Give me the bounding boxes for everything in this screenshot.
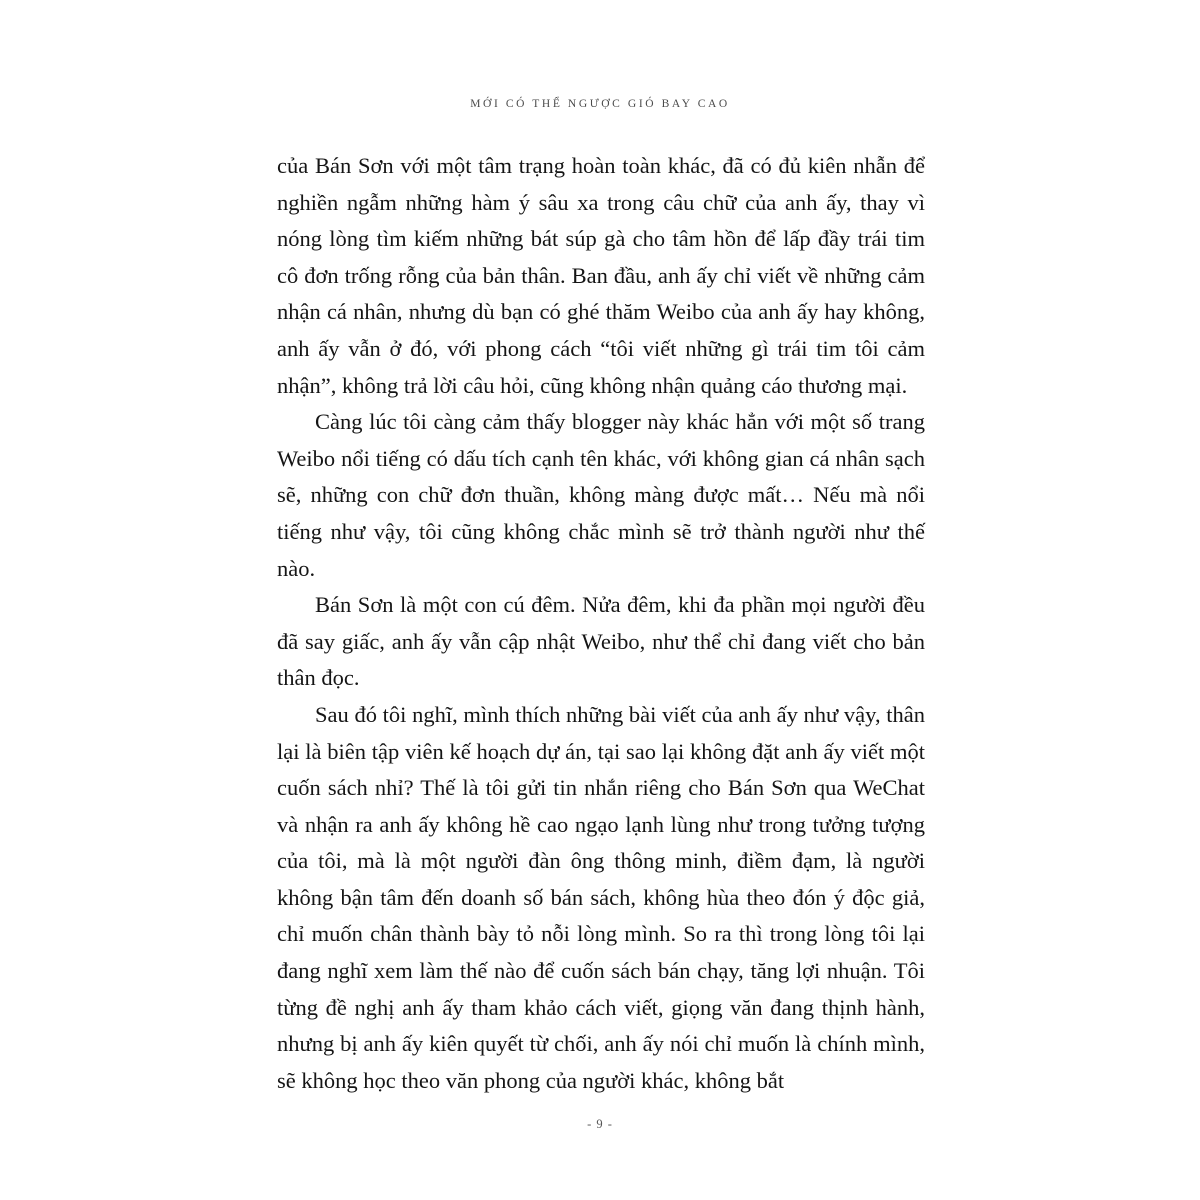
body-text-column [277,148,925,1099]
page-number: - 9 - [587,1117,613,1131]
running-head: MỚI CÓ THỂ NGƯỢC GIÓ BAY CAO [470,98,730,110]
paragraph: của Bán Sơn với một tâm trạng hoàn toàn khác, đã có đủ kiên nhẫn để nghiền ngẫm những hàm ý sâu xa trong câu chữ của anh ấy, thay vì nóng lòng tìm kiếm những bát súp gà cho tâm hồn để lấp đầy trái tim cô đơn trống rỗng của bản thân. Ban đầu, anh ấy chỉ viết về những cảm nhận cá nhân, nhưng dù bạn có ghé thăm Weibo của anh ấy hay không, anh ấy vẫn ở đó, với phong cách “tôi viết những gì trái tim tôi cảm nhận”, không trả lời câu hỏi, cũng không nhận quảng cáo thương mại. [277,153,925,398]
paragraph: Sau đó tôi nghĩ, mình thích những bài viết của anh ấy như vậy, thân lại là biên tập viên kế hoạch dự án, tại sao lại không đặt anh ấy viết một cuốn sách nhỉ? Thế là tôi gửi tin nhắn riêng cho Bán Sơn qua WeChat và nhận ra anh ấy không hề cao ngạo lạnh lùng như trong tưởng tượng của tôi, mà là một người đàn ông thông minh, điềm đạm, là người không bận tâm đến doanh số bán sách, không hùa theo đón ý độc giả, chỉ muốn chân thành bày tỏ nỗi lòng mình. So ra thì trong lòng tôi lại đang nghĩ xem làm thế nào để cuốn sách bán chạy, tăng lợi nhuận. Tôi từng đề nghị anh ấy tham khảo cách viết, giọng văn đang thịnh hành, nhưng bị anh ấy kiên quyết từ chối, anh ấy nói chỉ muốn là chính mình, sẽ không học theo văn phong của người khác, không bắt [277,701,925,1093]
paragraph: Bán Sơn là một con cú đêm. Nửa đêm, khi đa phần mọi người đều đã say giấc, anh ấy vẫn cập nhật Weibo, như thể chỉ đang viết cho bản thân đọc. [277,592,925,691]
paragraph: Càng lúc tôi càng cảm thấy blogger này khác hẳn với một số trang Weibo nổi tiếng có dấu tích cạnh tên khác, với không gian cá nhân sạch sẽ, những con chữ đơn thuần, không màng được mất… Nếu mà nổi tiếng như vậy, tôi cũng không chắc mình sẽ trở thành người như thế nào. [277,409,925,581]
